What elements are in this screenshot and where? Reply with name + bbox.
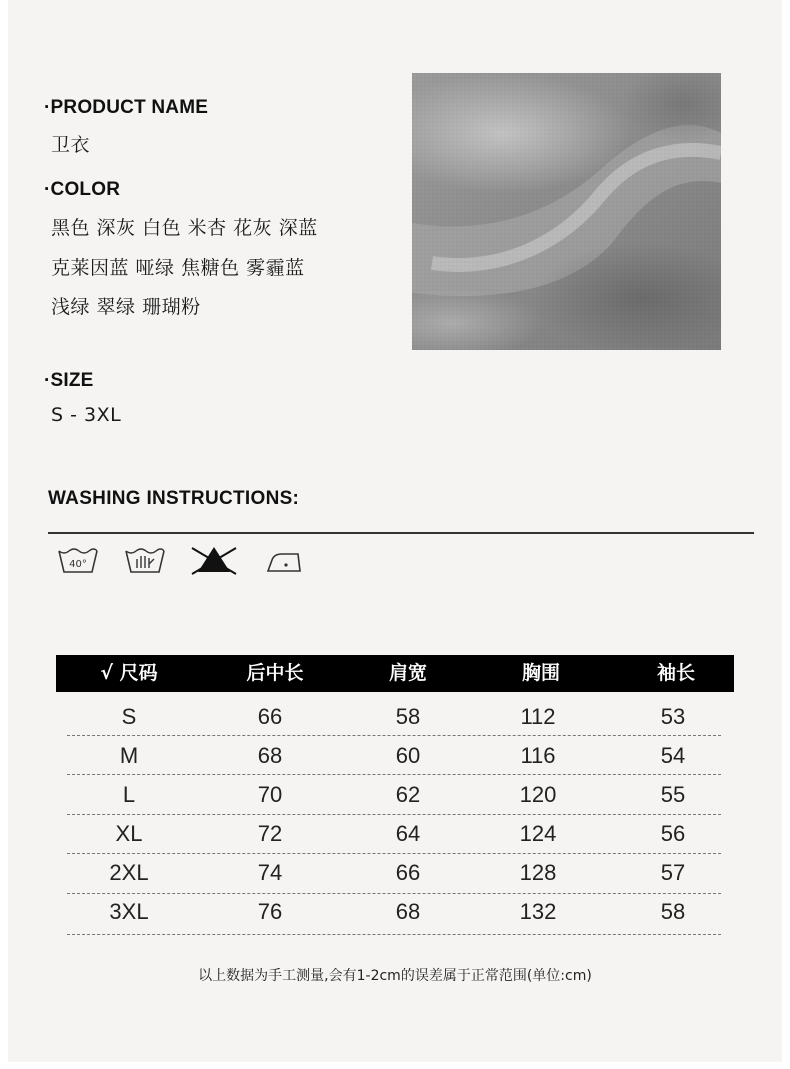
cell-shoulder: 64 xyxy=(395,821,421,846)
cell-back-length: 74 xyxy=(257,860,283,885)
cell-sleeve: 53 xyxy=(660,704,686,729)
cell-back-length: 70 xyxy=(257,782,283,807)
wash-temperature: 40° xyxy=(69,559,87,570)
table-row xyxy=(56,697,734,736)
table-row xyxy=(56,775,734,814)
cell-size: XL xyxy=(115,821,143,846)
cell-size: L xyxy=(122,782,136,807)
header-shoulder: 肩宽 xyxy=(388,662,427,684)
size-label: ·SIZE xyxy=(44,370,94,391)
divider xyxy=(48,532,754,534)
do-not-bleach-icon xyxy=(190,544,234,576)
cell-chest: 132 xyxy=(519,899,557,924)
wash-40-icon xyxy=(56,544,100,576)
fabric-photo xyxy=(412,73,721,350)
product-name-value: 卫衣 xyxy=(51,134,91,156)
cell-sleeve: 55 xyxy=(660,782,686,807)
color-line-3: 浅绿 翠绿 珊瑚粉 xyxy=(51,296,201,318)
header-chest: 胸围 xyxy=(521,662,560,684)
cell-sleeve: 54 xyxy=(660,743,686,768)
measurement-note: 以上数据为手工测量,会有1-2cm的误差属于正常范围(单位:cm) xyxy=(198,968,592,984)
washing-instructions-title: WASHING INSTRUCTIONS: xyxy=(48,488,300,509)
cell-shoulder: 66 xyxy=(395,860,421,885)
color-label: ·COLOR xyxy=(44,179,121,200)
cell-back-length: 66 xyxy=(257,704,283,729)
hand-wash-icon xyxy=(123,544,167,576)
cell-sleeve: 57 xyxy=(660,860,686,885)
cell-shoulder: 58 xyxy=(395,704,421,729)
cell-chest: 120 xyxy=(519,782,557,807)
size-value: S - 3XL xyxy=(51,404,122,426)
size-table-header xyxy=(56,655,734,692)
row-divider xyxy=(67,934,721,935)
cell-sleeve: 56 xyxy=(660,821,686,846)
cell-size: 2XL xyxy=(109,860,149,885)
cell-chest: 124 xyxy=(519,821,557,846)
cell-sleeve: 58 xyxy=(660,899,686,924)
cell-chest: 116 xyxy=(520,743,556,768)
header-size: √ 尺码 xyxy=(100,662,158,684)
cell-shoulder: 60 xyxy=(395,743,421,768)
cell-chest: 128 xyxy=(519,860,557,885)
cell-size: S xyxy=(121,704,137,729)
cell-chest: 112 xyxy=(520,704,556,729)
cell-size: M xyxy=(119,743,139,768)
table-row xyxy=(56,853,734,892)
cell-shoulder: 62 xyxy=(395,782,421,807)
cell-back-length: 72 xyxy=(257,821,283,846)
table-row xyxy=(56,736,734,775)
table-row xyxy=(56,814,734,853)
product-name-label: ·PRODUCT NAME xyxy=(44,97,209,118)
table-row xyxy=(56,892,734,931)
color-line-2: 克莱因蓝 哑绿 焦糖色 雾霾蓝 xyxy=(51,257,305,279)
header-back-length: 后中长 xyxy=(246,662,304,684)
iron-icon xyxy=(264,544,308,576)
cell-back-length: 76 xyxy=(257,899,283,924)
cell-shoulder: 68 xyxy=(395,899,421,924)
color-line-1: 黑色 深灰 白色 米杏 花灰 深蓝 xyxy=(51,217,318,239)
cell-back-length: 68 xyxy=(257,743,283,768)
cell-size: 3XL xyxy=(109,899,149,924)
header-sleeve: 袖长 xyxy=(656,662,695,684)
